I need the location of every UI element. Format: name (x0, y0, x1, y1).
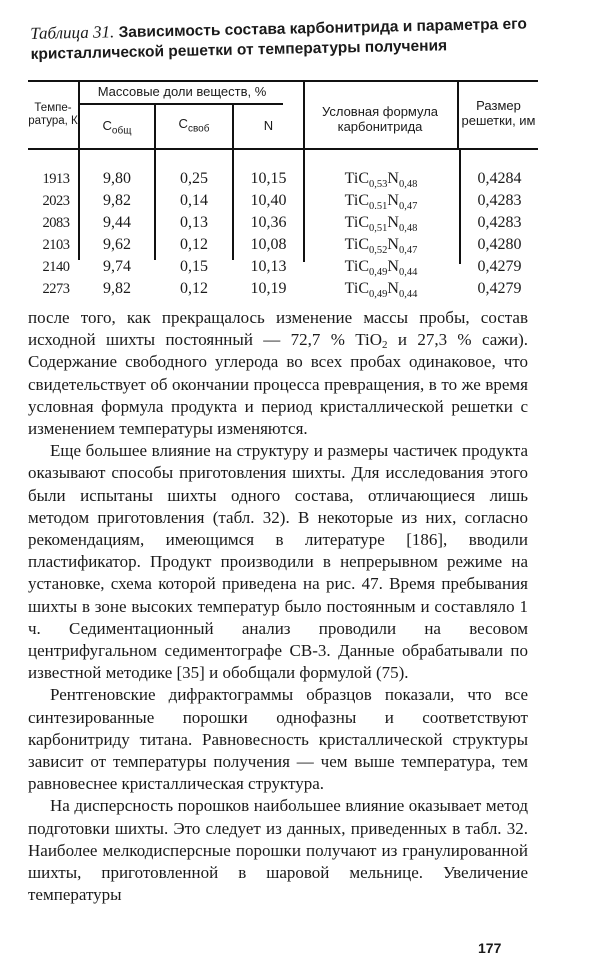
formula-cell: $TiC_{0,51}N_{0,48}$ (344, 214, 418, 234)
header-n: N (263, 118, 274, 133)
table-row: 2083 9,44 0,13 10,36 $TiC_{0,51}N_{0,48}$ 0,4283 (42, 214, 522, 234)
formula-cell: $TiC_{0,52}N_{0,47}$ (344, 236, 418, 256)
formula-cell: $TiC_{0,49}N_{0,44}$ (344, 258, 418, 278)
table-top-rule (28, 80, 538, 82)
table-row: 2103 9,62 0,12 10,08 $TiC_{0,52}N_{0,47}$ 0,4280 (42, 236, 522, 256)
header-formula: Условная формула карбонитрида (321, 104, 439, 134)
header-mass-fractions: Массовые доли веществ, % (97, 84, 267, 99)
table-label: Таблица 31. (30, 22, 115, 43)
paragraph: Еще большее влияние на структуру и размеры частичек продукта оказывают способы приготовления шихты. Для исследования этого были испытаны шихты одного состава, отличающиеся лишь методом приготовления (табл. 32). В некоторые из них, согласно рекомендациям, имеющимся в литературе [186], вводили пластификатор. Продукт производили в непрерывном режиме на установке, схема которой приведена на рис. 47. Время пребывания шихты в зоне высоких температур было постоянным и составляло 1 ч. Седиментационный анализ проводили на весовом центрифугальном седиментографе СВ-3. Данные обрабатывали по известной методике [35] и обобщали формулой (75). (28, 441, 528, 683)
header-temperature: Темпе-ратура, К (28, 102, 78, 127)
table-row: 2140 9,74 0,15 10,13 $TiC_{0,49}N_{0,44}$ 0,4279 (42, 258, 522, 278)
table-row: 2023 9,82 0,14 10,40 $TiC_{0.51}N_{0,47}$ 0,4283 (42, 192, 522, 212)
formula-cell: $TiC_{0,49}N_{0,44}$ (344, 280, 418, 300)
header-c-total: $C_{общ}$ (102, 118, 132, 137)
header-bottom-rule (28, 148, 538, 150)
table-title: Зависимость состава карбонитрида и параметра его кристаллической решетки от температуры получения (30, 15, 528, 63)
body-text (28, 307, 528, 906)
table-caption (30, 13, 541, 65)
table-row: 2273 9,82 0,12 10,19 $TiC_{0,49}N_{0,44}$ 0,4279 (42, 280, 522, 300)
formula-cell: $TiC_{0.51}N_{0,47}$ (344, 192, 418, 212)
paragraph: На дисперсность порошков наибольшее влияние оказывает метод подготовки шихты. Это следует из данных, приведенных в табл. 32. Наиболее мелкодисперсные порошки получают из гранулированной шихты, приготовленной в шаровой мельнице. Увеличение температуры (28, 796, 528, 905)
paragraph: Рентгеновские дифрактограммы образцов показали, что все синтезированные порошки однофазны и соответствуют карбонитриду титана. Равновесность кристаллической структуры зависит от температуры получения — чем выше температура, тем равновеснее кристаллическая структура. (28, 685, 528, 794)
page-number: 177 (478, 940, 502, 956)
paragraph: после того, как прекращалось изменение массы пробы, состав исходной шихты постоянный — 72,7 % TiO$_2$ и 27,3 % сажи). Содержание свободного углерода во всех пробах одинаковое, что свидетельствует об окончании процесса превращения, в то же время условная формула продукта и период кристаллической решетки с изменением температуры изменяются. (28, 308, 528, 439)
header-c-free: $C_{своб}$ (178, 116, 210, 135)
formula-cell: $TiC_{0,53}N_{0,48}$ (344, 170, 418, 190)
table-row: 1913 9,80 0,25 10,15 $TiC_{0,53}N_{0,48}$ 0,4284 (42, 170, 522, 190)
subheader-rule (78, 103, 283, 105)
header-lattice: Размер решетки, им (461, 98, 536, 128)
